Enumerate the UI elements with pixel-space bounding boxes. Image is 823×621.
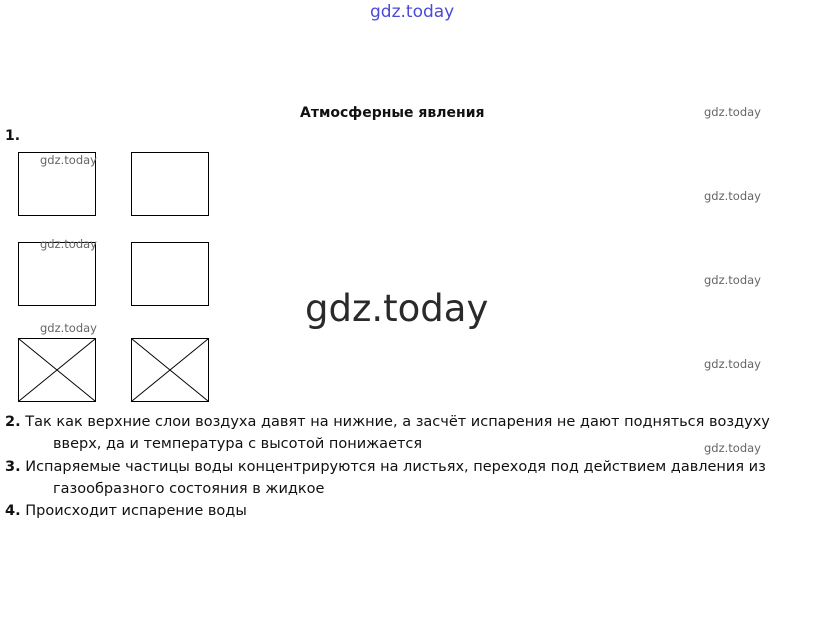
answer-number: 4.: [5, 503, 21, 519]
answer-box: [131, 152, 209, 216]
watermark: gdz.today: [704, 273, 761, 287]
answer-2: [5, 411, 805, 455]
answer-number: 2.: [5, 414, 21, 430]
answer-box: [18, 242, 96, 306]
answer-text: Испаряемые частицы воды концентрируются на листьях, переходя под действием давления из: [25, 459, 766, 475]
page-title: Атмосферные явления: [300, 105, 485, 121]
watermark: gdz.today: [704, 189, 761, 203]
answer-number: 3.: [5, 459, 21, 475]
cross-mark-icon: [132, 339, 208, 401]
crossed-box: [131, 338, 209, 402]
answer-4: [5, 500, 805, 522]
cross-mark-icon: [19, 339, 95, 401]
answer-text: Происходит испарение воды: [25, 503, 247, 519]
question-1-number: 1.: [5, 128, 21, 144]
answer-box: [131, 242, 209, 306]
watermark: gdz.today: [704, 105, 761, 119]
answer-text: Так как верхние слои воздуха давят на нижние, а засчёт испарения не дают подняться воздуху: [25, 414, 770, 430]
answer-text-continued: вверх, да и температура с высотой понижается: [53, 436, 423, 452]
answer-text-continued: газообразного состояния в жидкое: [53, 481, 325, 497]
watermark: gdz.today: [40, 153, 97, 167]
crossed-box: [18, 338, 96, 402]
watermark: gdz.today: [704, 441, 761, 455]
watermark: gdz.today: [704, 357, 761, 371]
watermark: gdz.today: [40, 237, 97, 251]
watermark-large: gdz.today: [305, 287, 489, 330]
site-logo: gdz.today: [370, 2, 455, 22]
answer-3: [5, 456, 805, 500]
watermark: gdz.today: [40, 321, 97, 335]
